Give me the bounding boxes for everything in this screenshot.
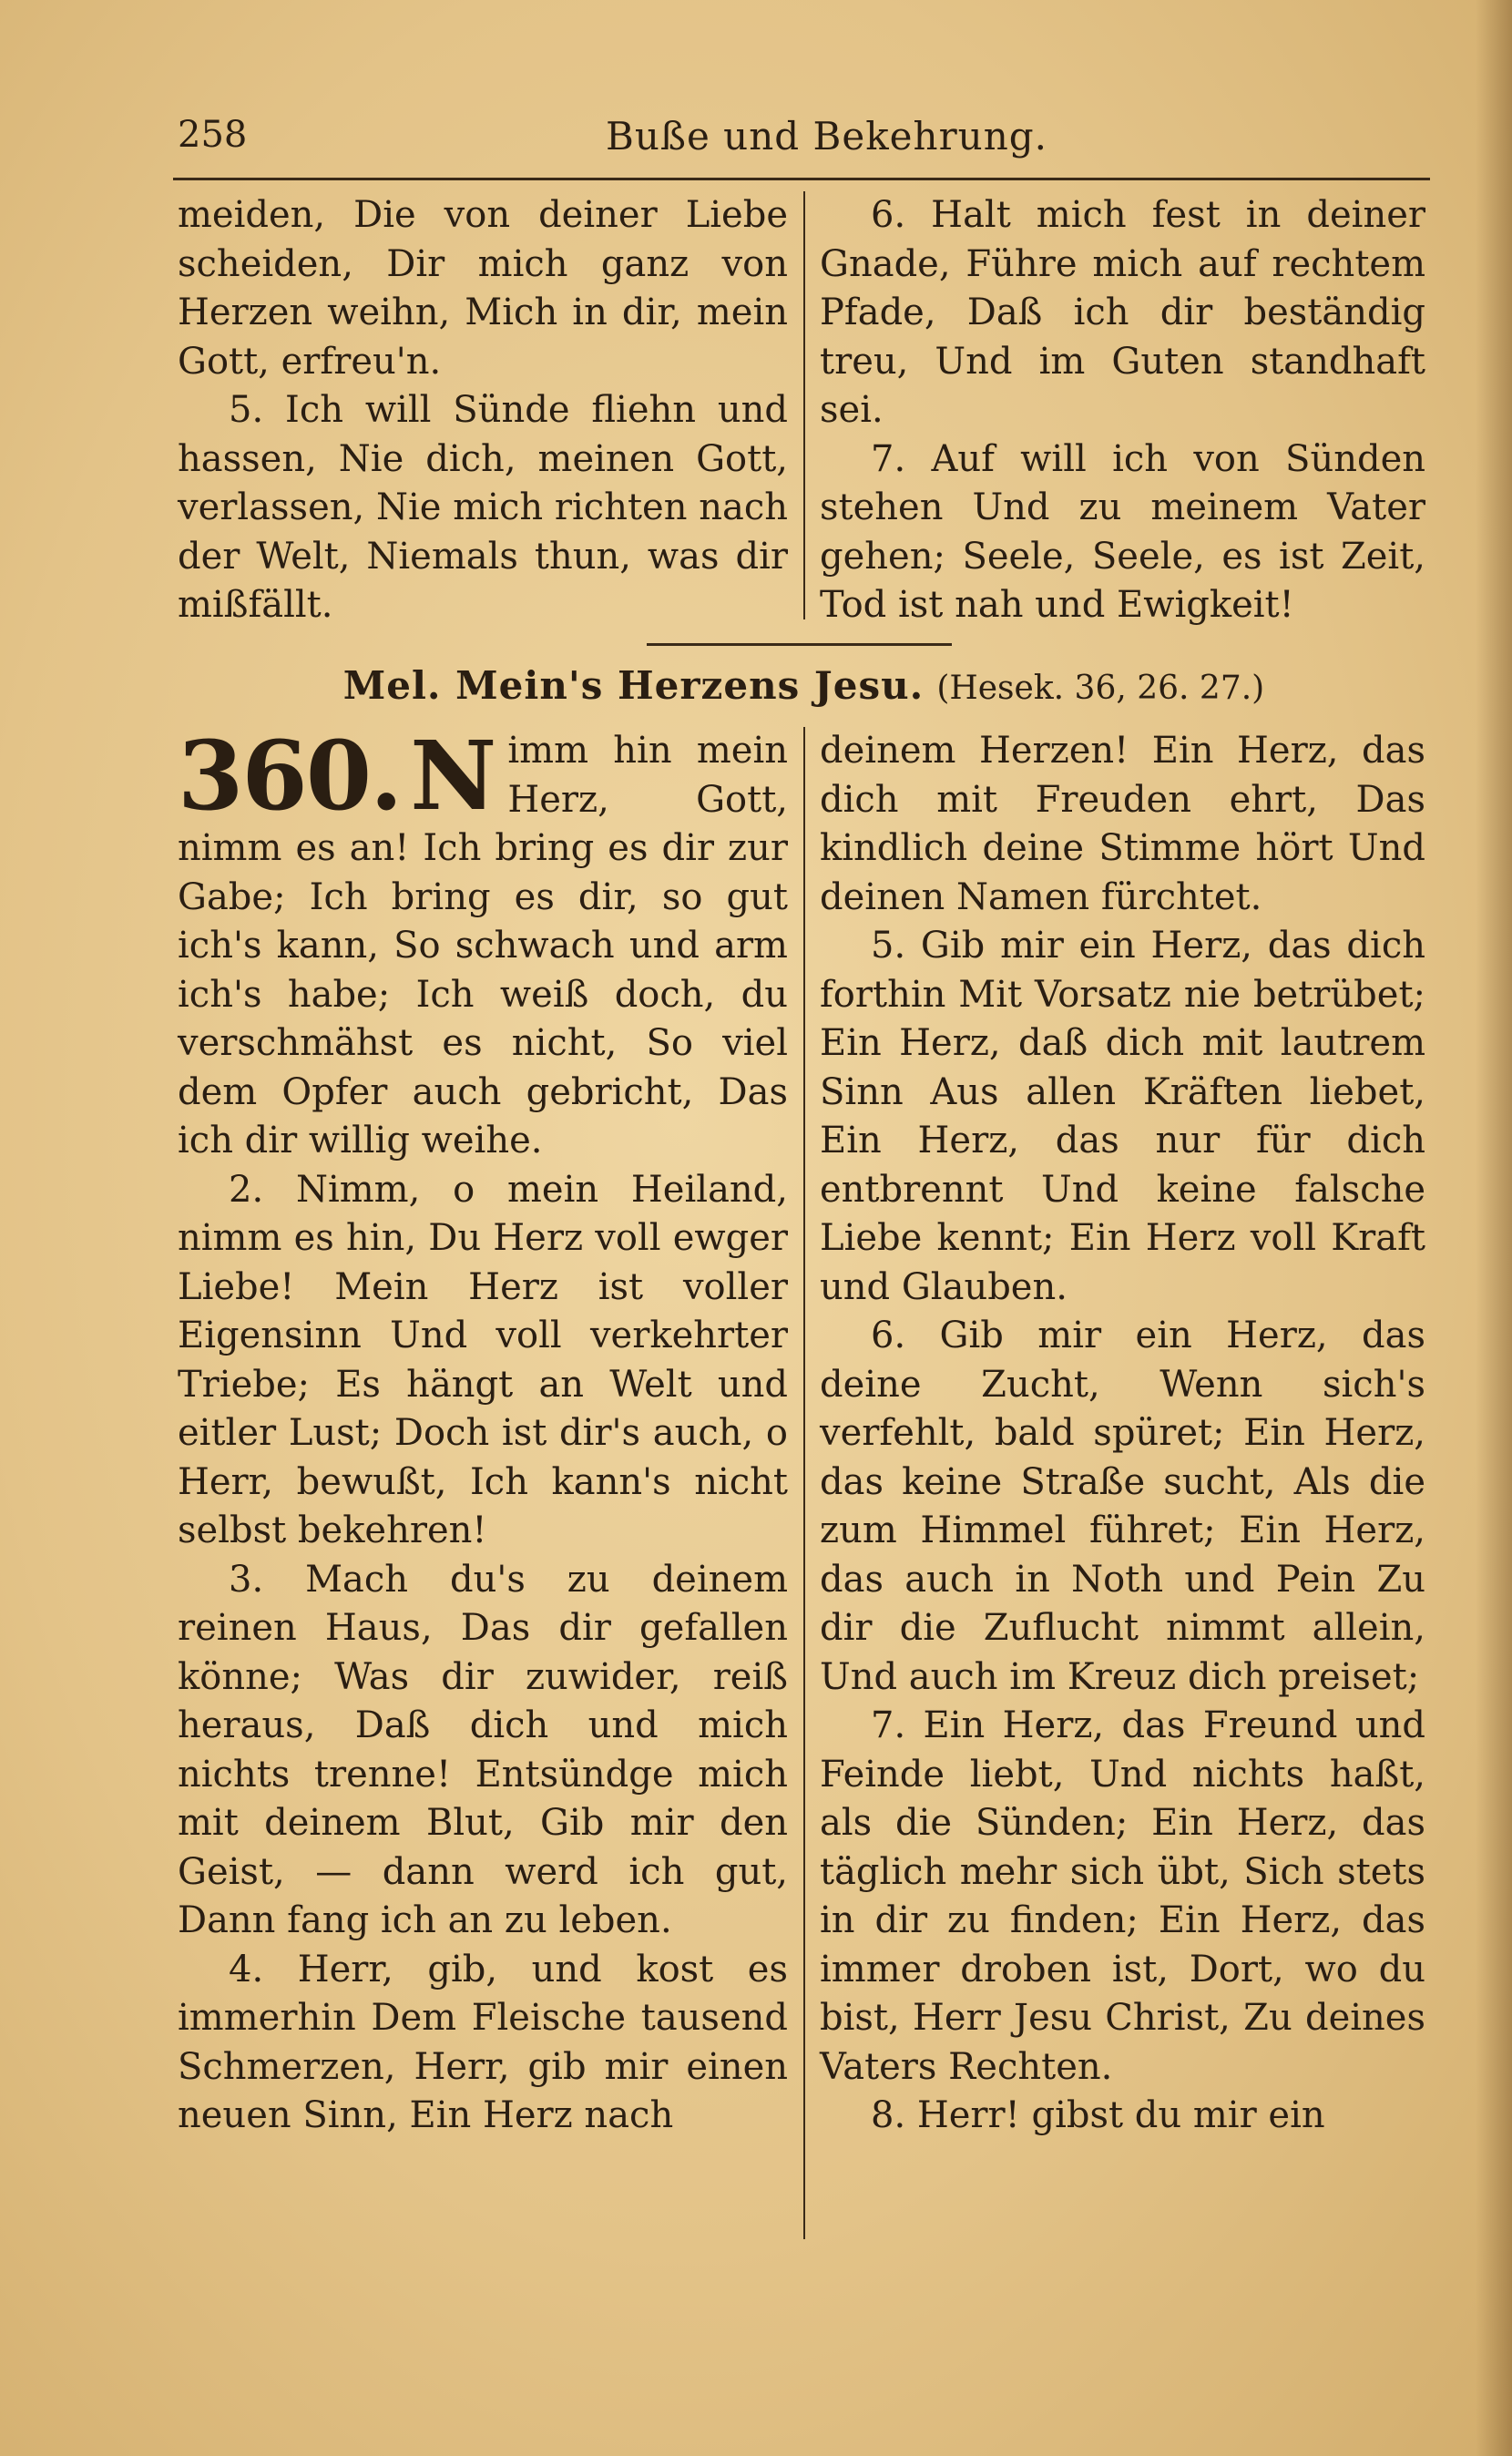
section-divider (647, 643, 952, 646)
hymn-stanza-4-continuation: deinem Herzen! Ein Herz, das dich mit Freuden ehrt, Das kindlich deine Stimme hört Und deinen Namen fürchtet. (820, 730, 1425, 918)
column-divider-top (803, 191, 805, 619)
hymn-left-column (178, 720, 788, 2141)
previous-hymn-continuation: meiden, Die von deiner Liebe scheiden, Dir mich ganz von Herzen weihn, Mich in dir, mein Gott, erfreu'n. (178, 194, 788, 383)
page-number: 258 (178, 114, 248, 156)
hymn-stanza-6: 6. Gib mir ein Herz, das deine Zucht, Wenn sich's verfehlt, bald spüret; Ein Herz, das keine Straße sucht, Als die zum Himmel führet; Ein Herz, das auch in Noth und Pein Zu dir die Zuflucht nimmt allein, Und auch im Kreuz dich preiset; (820, 1315, 1425, 1698)
hymn-stanza-5: 5. Gib mir ein Herz, das dich forthin Mit Vorsatz nie betrübet; Ein Herz, daß dich mit lautrem Sinn Aus allen Kräften liebet, Ein Herz, das nur für dich entbrennt Und keine falsche Liebe kennt; Ein Herz voll Kraft und Glauben. (820, 925, 1425, 1308)
top-right-column (820, 191, 1425, 630)
hymn-stanza-4: 4. Herr, gib, und kost es immerhin Dem Fleische tausend Schmerzen, Herr, gib mir einen neuen Sinn, Ein Herz nach (178, 1948, 788, 2136)
previous-hymn-stanza-5: 5. Ich will Sünde fliehn und hassen, Nie dich, meinen Gott, verlassen, Nie mich richten nach der Welt, Niemals thun, was dir mißfällt. (178, 389, 788, 626)
hymn-stanza-2: 2. Nimm, o mein Heiland, nimm es hin, Du Herz voll ewger Liebe! Mein Herz ist voller Eigensinn Und voll verkehrter Triebe; Es hängt an Welt und eitler Lust; Doch ist dir's auch, o Herr, bewußt, Ich kann's nicht selbst bekehren! (178, 1168, 788, 1551)
previous-hymn-stanza-7: 7. Auf will ich von Sünden stehen Und zu meinem Vater gehen; Seele, Seele, es ist Zeit, Tod ist nah und Ewigkeit! (820, 437, 1425, 626)
hymn-right-column (820, 727, 1425, 2141)
top-left-column (178, 191, 788, 630)
hymn-number: 360. (178, 720, 402, 832)
page-header (178, 114, 1430, 165)
hymn-stanza-1 (178, 720, 788, 1166)
previous-hymn-stanza-6: 6. Halt mich fest in deiner Gnade, Führe mich auf rechtem Pfade, Daß ich dir beständig treu, Und im Guten standhaft sei. (820, 194, 1425, 431)
hymn-stanza-3: 3. Mach du's zu deinem reinen Haus, Das dir gefallen könne; Was dir zuwider, reiß heraus, Daß dich und mich nichts trenne! Entsündge mich mit deinem Blut, Gib mir den Geist, — dann werd ich gut, Dann fang ich an zu leben. (178, 1558, 788, 1941)
page-edge-shadow (1476, 0, 1512, 2456)
melody-heading (178, 663, 1430, 708)
melody-label: Mel. Mein's Herzens Jesu. (342, 663, 925, 708)
hymn-stanza-8: 8. Herr! gibst du mir ein (871, 2094, 1325, 2136)
running-title: Buße und Bekehrung. (606, 114, 1047, 159)
hymn-stanza-7: 7. Ein Herz, das Freund und Feinde liebt, Und nichts haßt, als die Sünden; Ein Herz, das täglich mehr sich übt, Sich stets in dir zu finden; Ein Herz, das immer droben ist, Dort, wo du bist, Herr Jesu Christ, Zu deines Vaters Rechten. (820, 1704, 1425, 2088)
drop-cap: N (410, 720, 497, 832)
header-rule (173, 178, 1430, 180)
hymn-stanza-1-text: imm hin mein Herz, Gott, nimm es an! Ich bring es dir zur Gabe; Ich bring es dir, so gut ich's kann, So schwach und arm ich's habe; Ich weiß doch, du verschmähst es nicht, So viel dem Opfer auch gebricht, Das ich dir willig weihe. (178, 730, 788, 1161)
column-divider-bottom (803, 727, 805, 2239)
scripture-reference: (Hesek. 36, 26. 27.) (936, 670, 1265, 707)
